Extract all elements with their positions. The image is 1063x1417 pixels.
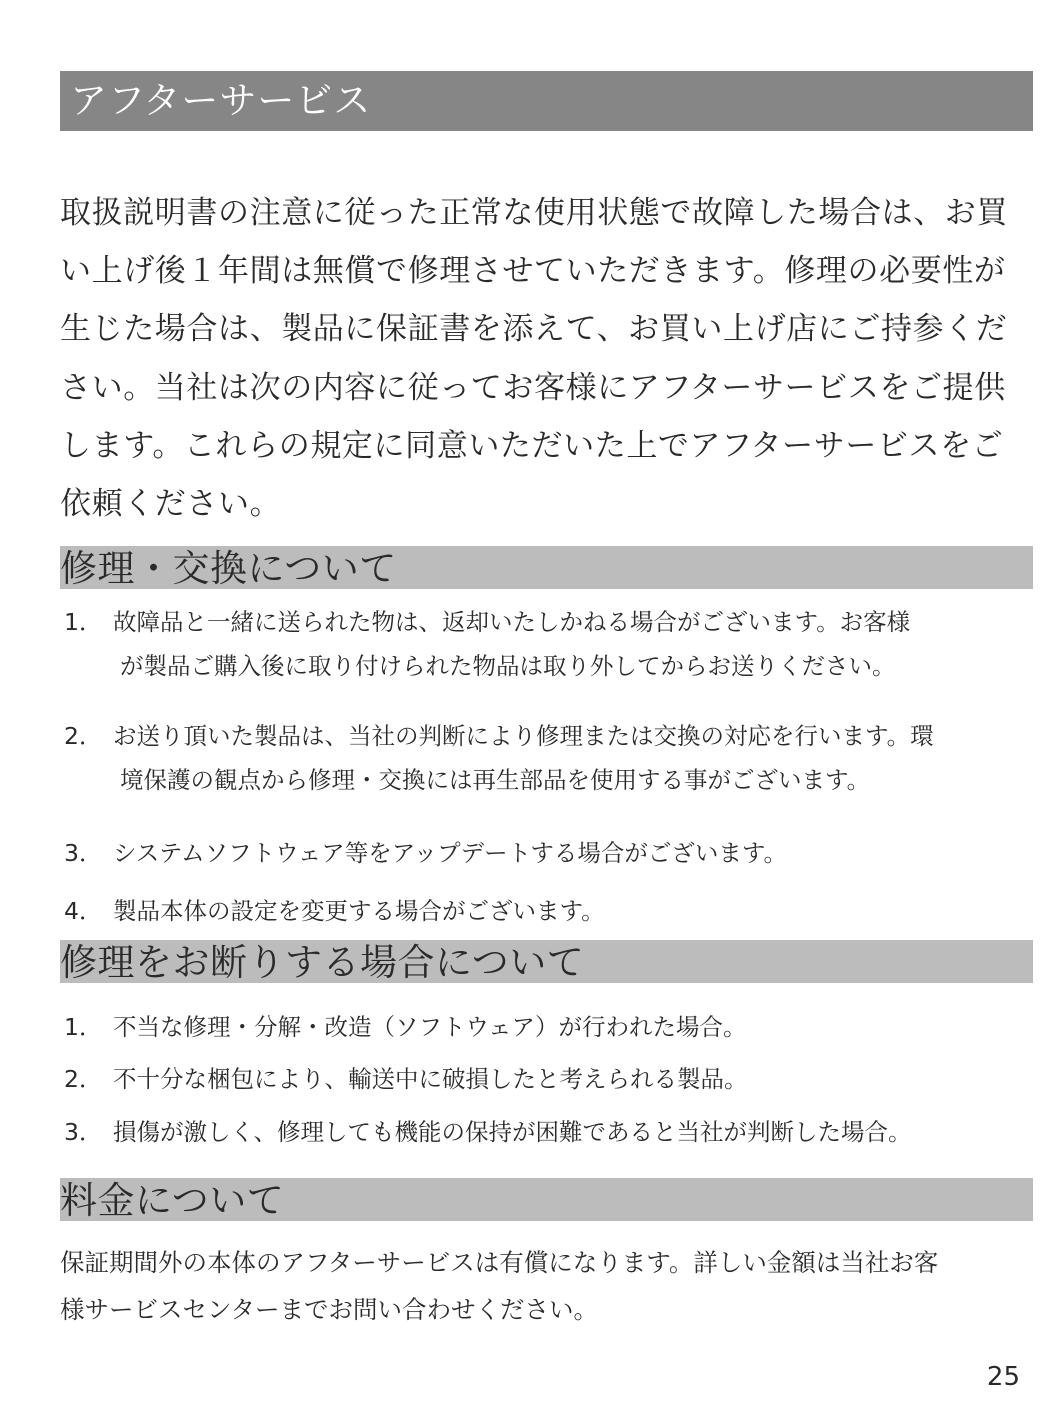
item-text: 損傷が激しく、修理しても機能の保持が困難であると当社が判断した場合。	[113, 1118, 912, 1146]
repair-item-1	[60, 600, 1038, 688]
fees-line: 保証期間外の本体のアフターサービスは有償になります。詳しい金額は当社お客	[60, 1248, 939, 1277]
section-heading-refusal: 修理をお断りする場合について	[60, 940, 1033, 983]
item-number: 3．	[64, 1118, 103, 1146]
item-text: お送り頂いた製品は、当社の判断により修理または交換の対応を行います。環	[113, 722, 934, 750]
intro-line: 生じた場合は、製品に保証書を添えて、お買い上げ店にご持参くだ	[60, 311, 1008, 348]
page-title: アフターサービス	[60, 71, 1033, 131]
refusal-item-2	[60, 1057, 1038, 1101]
item-number: 3．	[64, 839, 103, 867]
fees-line: 様サービスセンターまでお問い合わせください。	[60, 1295, 599, 1324]
item-text: 製品本体の設定を変更する場合がございます。	[113, 897, 605, 925]
item-text: システムソフトウェア等をアップデートする場合がございます。	[113, 839, 787, 867]
page-number: 25	[986, 1362, 1020, 1392]
item-number: 4．	[64, 897, 103, 925]
item-text: 不十分な梱包により、輸送中に破損したと考えられる製品。	[113, 1065, 748, 1093]
refusal-item-3	[60, 1110, 1038, 1154]
intro-paragraph	[60, 184, 1038, 533]
intro-line: い上げ後１年間は無償で修理させていただきます。修理の必要性が	[60, 253, 1006, 290]
intro-line: さい。当社は次の内容に従ってお客様にアフターサービスをご提供	[60, 369, 1006, 406]
item-number: 1．	[64, 608, 103, 636]
fees-paragraph	[60, 1239, 1038, 1333]
intro-line: 依頼ください。	[60, 486, 282, 523]
item-text-cont: 境保護の観点から修理・交換には再生部品を使用する事がございます。	[120, 766, 871, 794]
section-heading-fees: 料金について	[60, 1178, 1033, 1221]
item-text: 不当な修理・分解・改造（ソフトウェア）が行われた場合。	[113, 1013, 747, 1041]
refusal-item-1	[60, 1005, 1038, 1049]
repair-item-2	[60, 714, 1038, 802]
item-number: 2．	[64, 1065, 103, 1093]
intro-line: 取扱説明書の注意に従った正常な使用状態で故障した場合は、お買	[60, 195, 1008, 231]
intro-line: します。これらの規定に同意いただいた上でアフターサービスをご	[60, 427, 1004, 464]
item-number: 1．	[64, 1013, 103, 1041]
item-text: 故障品と一緒に送られた物は、返却いたしかねる場合がございます。お客様	[113, 608, 911, 636]
repair-item-3	[60, 831, 1038, 875]
repair-item-4	[60, 889, 1038, 933]
item-number: 2．	[64, 722, 103, 750]
section-heading-repair: 修理・交換について	[60, 546, 1033, 589]
item-text-cont: が製品ご購入後に取り付けられた物品は取り外してからお送りください。	[120, 652, 896, 680]
